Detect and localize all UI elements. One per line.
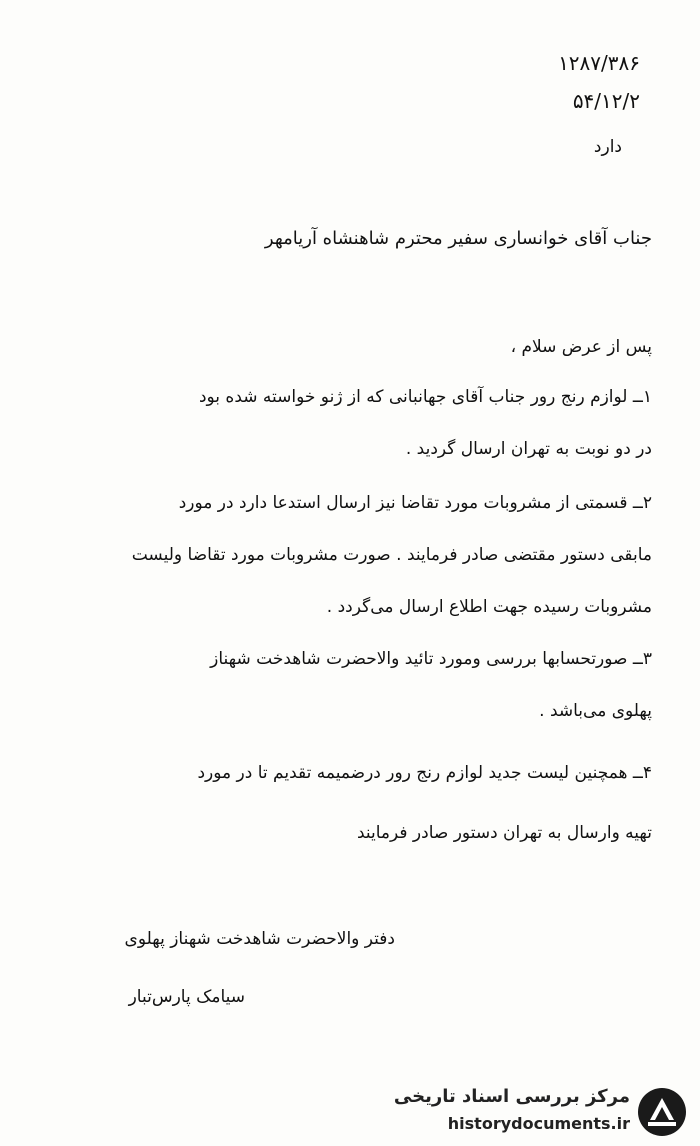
body-line: ۴ــ همچنین لیست جدید لوازم رنج رور درضمیمه تقدیم تا در مورد (197, 763, 652, 783)
body-line: ۱ــ لوازم رنج رور جناب آقای جهانبانی که از ژنو خواسته شده بود (198, 387, 652, 407)
body-line: پهلوی می‌باشد . (539, 701, 652, 721)
reference-number: ۱۲۸۷/۳۸۶ (558, 51, 640, 75)
watermark-logo (393, 1082, 692, 1142)
signature-name: سیامک پارس‌تبار (128, 987, 245, 1007)
body-line: مشروبات رسیده جهت اطلاع ارسال می‌گردد . (326, 597, 652, 617)
body-line: در دو نوبت به تهران ارسال گردید . (405, 439, 652, 459)
reference-date: ۵۴/۱۲/۲ (572, 89, 640, 113)
attachment-status: دارد (593, 137, 622, 157)
addressee-line: جناب آقای خوانساری سفیر محترم شاهنشاه آریامهر (264, 228, 652, 249)
greeting-line: پس از عرض سلام ، (510, 337, 652, 357)
watermark-title: مرکز بررسی اسناد تاریخی (393, 1086, 630, 1107)
body-line: ۲ــ قسمتی از مشروبات مورد تقاضا نیز ارسال استدعا دارد در مورد (178, 493, 652, 513)
watermark-url: historydocuments.ir (447, 1114, 630, 1133)
archive-logo-icon (636, 1086, 688, 1138)
body-line: تهیه وارسال به تهران دستور صادر فرمایند (356, 823, 652, 843)
body-line: ۳ــ صورتحسابها بررسی ومورد تائید والاحضرت شاهدخت شهناز (210, 649, 652, 669)
office-line: دفتر والاحضرت شاهدخت شهناز پهلوی (124, 929, 395, 949)
body-line: مابقی دستور مقتضی صادر فرمایند . صورت مشروبات مورد تقاضا ولیست (131, 545, 652, 565)
